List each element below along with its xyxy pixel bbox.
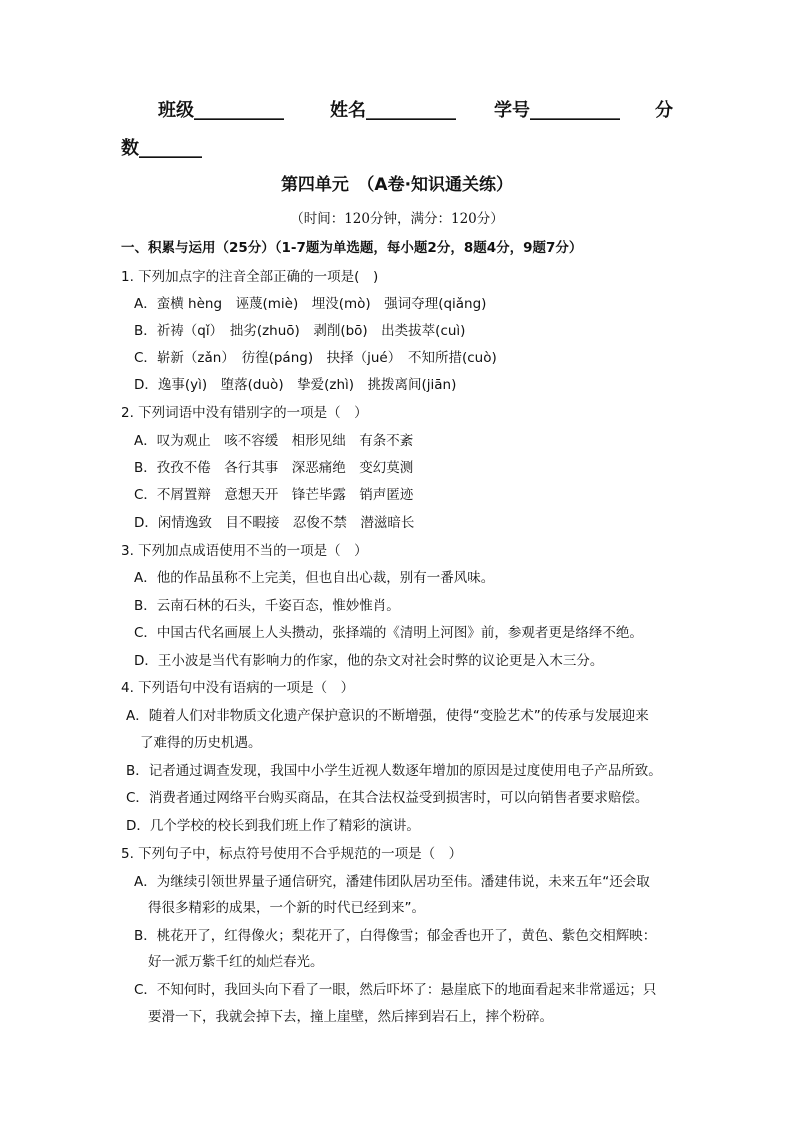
exam-info: （时间：120分钟，满分：120分） bbox=[290, 211, 504, 227]
question-option: C．崭新（zǎn） 彷徨(páng) 抉择（jué） 不知所措(cuò) bbox=[134, 350, 497, 366]
question-option: C．中国古代名画展上人头攒动，张择端的《清明上河图》前，参观者更是络绎不绝。 bbox=[134, 625, 643, 641]
student-id-field-label: 学号__________ bbox=[494, 100, 620, 121]
question-option: A．蛮横 hèng 诬蔑(miè) 埋没(mò) 强词夺理(qiǎng) bbox=[134, 296, 487, 312]
score-field-label-end: 数_______ bbox=[121, 138, 202, 159]
class-field-label: 班级__________ bbox=[158, 100, 284, 121]
question-option: B．记者通过调查发现，我国中小学生近视人数逐年增加的原因是过度使用电子产品所致。 bbox=[126, 763, 662, 779]
section-heading: 一、积累与运用（25分）（1-7题为单选题，每小题2分，8题4分，9题7分） bbox=[121, 240, 583, 256]
question-stem: 4. 下列语句中没有语病的一项是（ ） bbox=[121, 680, 355, 696]
question-option-continuation: 得很多精彩的成果，一个新的时代已经到来”。 bbox=[148, 900, 425, 916]
question-stem: 5. 下列句子中，标点符号使用不合乎规范的一项是（ ） bbox=[121, 846, 463, 862]
question-option-continuation: 好一派万紫千红的灿烂春光。 bbox=[148, 954, 324, 970]
question-option: C．不知何时，我回头向下看了一眼，然后吓坏了：悬崖底下的地面看起来非常遥远；只 bbox=[134, 982, 657, 998]
question-stem: 1. 下列加点字的注音全部正确的一项是( ) bbox=[121, 269, 379, 285]
question-option: D．几个学校的校长到我们班上作了精彩的演讲。 bbox=[126, 818, 420, 834]
question-option: C．消费者通过网络平台购买商品，在其合法权益受到损害时，可以向销售者要求赔偿。 bbox=[126, 790, 649, 806]
question-option: B．桃花开了，红得像火；梨花开了，白得像雪；郁金香也开了，黄色、紫色交相辉映： bbox=[134, 928, 657, 944]
question-option: C．不屑置辩 意想天开 锋芒毕露 销声匿迹 bbox=[134, 487, 414, 503]
question-option: A．为继续引领世界量子通信研究，潘建伟团队居功至伟。潘建伟说，未来五年“还会取 bbox=[134, 874, 650, 890]
name-field-label: 姓名__________ bbox=[330, 100, 456, 121]
question-stem: 3. 下列加点成语使用不当的一项是（ ） bbox=[121, 543, 368, 559]
question-option: D．王小波是当代有影响力的作家，他的杂文对社会时弊的议论更是入木三分。 bbox=[134, 653, 604, 669]
question-option: D．闲情逸致 目不暇接 忍俊不禁 潜滋暗长 bbox=[134, 515, 415, 531]
question-option: D．逸事(yì) 堕落(duò) 挚爱(zhì) 挑拨离间(jiān) bbox=[134, 377, 457, 393]
page-title: 第四单元 （A卷·知识通关练） bbox=[280, 175, 514, 195]
question-option-continuation: 要滑一下，我就会掉下去，撞上崖壁，然后摔到岩石上，摔个粉碎。 bbox=[148, 1009, 553, 1025]
question-option: B．祈祷（qǐ） 拙劣(zhuō) 剥削(bō) 出类拔萃(cuì) bbox=[134, 323, 466, 339]
question-option: B．孜孜不倦 各行其事 深恶痛绝 变幻莫测 bbox=[134, 460, 414, 476]
question-option: B．云南石林的石头，千姿百态，惟妙惟肖。 bbox=[134, 598, 400, 614]
question-stem: 2. 下列词语中没有错别字的一项是（ ） bbox=[121, 405, 368, 421]
score-field-label-start: 分 bbox=[655, 100, 673, 121]
question-option-continuation: 了难得的历史机遇。 bbox=[140, 735, 262, 751]
question-option: A．随着人们对非物质文化遗产保护意识的不断增强，使得“变脸艺术”的传承与发展迎来 bbox=[126, 708, 649, 724]
question-option: A．他的作品虽称不上完美，但也自出心裁，别有一番风味。 bbox=[134, 570, 495, 586]
question-option: A．叹为观止 咳不容缓 相形见绌 有条不紊 bbox=[134, 433, 414, 449]
